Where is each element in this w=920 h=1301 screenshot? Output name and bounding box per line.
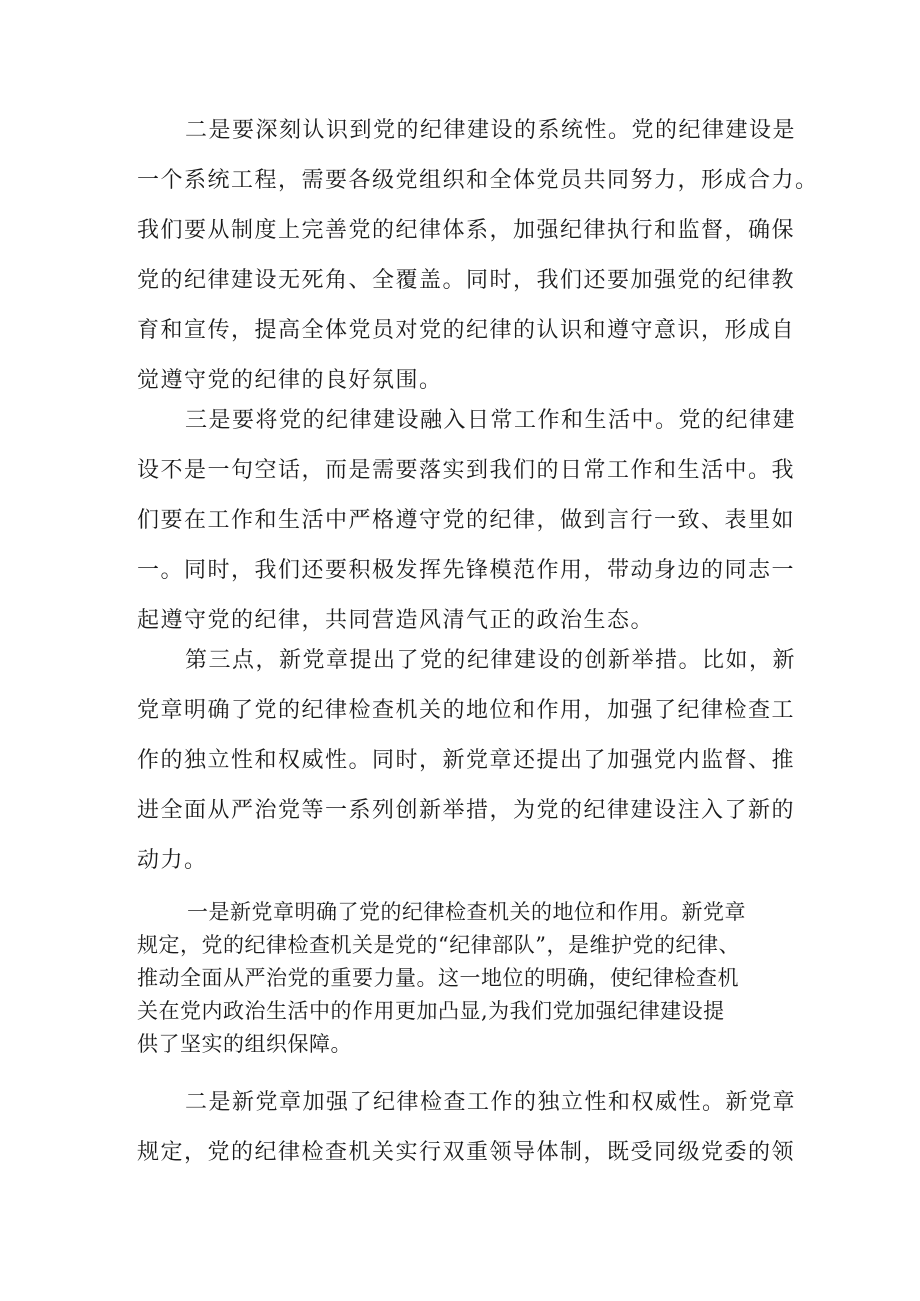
text-line: 规定，党的纪律检查机关是党的“纪律部队”，是维护党的纪律、 — [137, 933, 740, 957]
text-line: 第三点，新党章提出了党的纪律建设的创新举措。比如，新 — [185, 648, 797, 673]
text-line: 作的独立性和权威性。同时，新党章还提出了加强党内监督、推 — [137, 748, 796, 773]
text-line: 觉遵守党的纪律的良好氛围。 — [137, 368, 443, 393]
text-line: 党章明确了党的纪律检查机关的地位和作用，加强了纪律检查工 — [137, 698, 796, 723]
text-line: 设不是一句空话，而是需要落实到我们的日常工作和生活中。我 — [137, 458, 796, 483]
text-line: 二是新党章加强了纪律检查工作的独立性和权威性。新党章 — [185, 1090, 797, 1115]
text-line: 我们要从制度上完善党的纪律体系，加强纪律执行和监督，确保 — [137, 218, 796, 243]
text-line: 动力。 — [137, 848, 208, 873]
paragraph-daily-integration — [137, 396, 797, 646]
text-line: 推动全面从严治党的重要力量。这一地位的明确，使纪律检查机 — [137, 966, 739, 990]
text-line: 育和宣传，提高全体党员对党的纪律的认识和遵守意识，形成自 — [137, 318, 796, 343]
paragraph-third-point — [137, 636, 797, 886]
text-line: 进全面从严治党等一系列创新举措，为党的纪律建设注入了新的 — [137, 798, 796, 823]
text-line: 规定，党的纪律检查机关实行双重领导体制，既受同级党委的领 — [137, 1140, 796, 1165]
paragraph-inspection-role — [137, 896, 797, 1061]
text-line: 二是要深刻认识到党的纪律建设的系统性。党的纪律建设是 — [185, 118, 797, 143]
text-line: 三是要将党的纪律建设融入日常工作和生活中。党的纪律建 — [185, 408, 797, 433]
text-line: 一。同时，我们还要积极发挥先锋模范作用，带动身边的同志一 — [137, 558, 796, 583]
paragraph-discipline-systematic — [137, 106, 819, 406]
paragraph-independence-authority — [137, 1078, 797, 1178]
text-line: 一个系统工程，需要各级党组织和全体党员共同努力，形成合力。 — [137, 168, 819, 193]
text-line: 党的纪律建设无死角、全覆盖。同时，我们还要加强党的纪律教 — [137, 268, 796, 293]
text-line: 关在党内政治生活中的作用更加凸显,为我们党加强纪律建设提 — [137, 999, 725, 1023]
text-line: 供了坚实的组织保障。 — [137, 1032, 352, 1056]
text-line: 起遵守党的纪律，共同营造风清气正的政治生态。 — [137, 608, 655, 633]
text-line: 们要在工作和生活中严格遵守党的纪律，做到言行一致、表里如 — [137, 508, 796, 533]
text-line: 一是新党章明确了党的纪律检查机关的地位和作用。新党章 — [187, 900, 746, 924]
